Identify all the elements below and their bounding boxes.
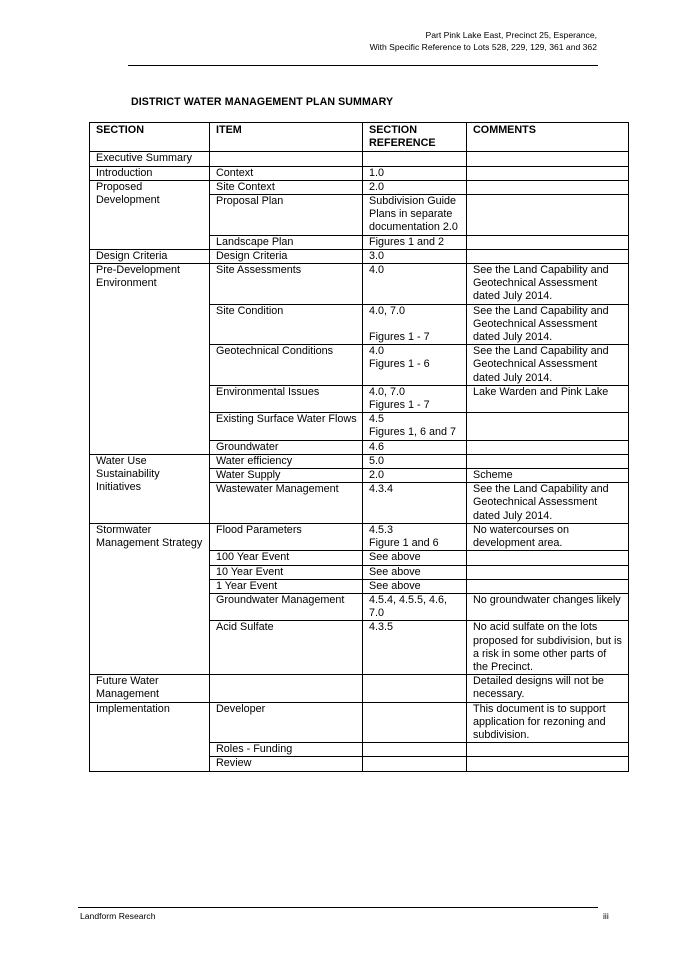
reference-cell: 4.5.3 Figure 1 and 6	[363, 523, 467, 550]
section-cell: Executive Summary	[90, 152, 210, 166]
comment-cell	[467, 180, 629, 194]
table-header-row	[90, 123, 629, 152]
item-cell: Site Assessments	[210, 264, 363, 305]
header-line-1: Part Pink Lake East, Precinct 25, Esperance,	[425, 30, 597, 40]
table-row	[90, 675, 629, 702]
item-cell	[210, 152, 363, 166]
reference-cell	[363, 675, 467, 702]
reference-cell: 4.0, 7.0 Figures 1 - 7	[363, 385, 467, 412]
reference-cell: 4.5 Figures 1, 6 and 7	[363, 413, 467, 440]
reference-cell: 4.5.4, 4.5.5, 4.6, 7.0	[363, 593, 467, 620]
reference-cell: 4.3.4	[363, 483, 467, 524]
footer-company: Landform Research	[80, 911, 156, 921]
header-section: SECTION	[90, 123, 210, 152]
comment-cell: See the Land Capability and Geotechnical Assessment dated July 2014.	[467, 345, 629, 386]
comment-cell: See the Land Capability and Geotechnical Assessment dated July 2014.	[467, 264, 629, 305]
item-cell: Landscape Plan	[210, 235, 363, 249]
footer-rule	[78, 907, 598, 908]
reference-cell: 1.0	[363, 166, 467, 180]
table-row	[90, 249, 629, 263]
header-item: ITEM	[210, 123, 363, 152]
table-row	[90, 180, 629, 194]
section-cell: Design Criteria	[90, 249, 210, 263]
item-cell: 100 Year Event	[210, 551, 363, 565]
comment-cell	[467, 565, 629, 579]
table-body	[90, 152, 629, 771]
table-row	[90, 264, 629, 305]
item-cell: Groundwater	[210, 440, 363, 454]
item-cell: Acid Sulfate	[210, 621, 363, 675]
comment-cell: This document is to support application for rezoning and subdivision.	[467, 702, 629, 743]
table-row	[90, 702, 629, 743]
comment-cell: No acid sulfate on the lots proposed for subdivision, but is a risk in some other parts of the Precinct.	[467, 621, 629, 675]
reference-cell: 4.0, 7.0 Figures 1 - 7	[363, 304, 467, 345]
reference-cell	[363, 702, 467, 743]
reference-cell: See above	[363, 579, 467, 593]
comment-cell	[467, 166, 629, 180]
comment-cell	[467, 743, 629, 757]
reference-cell: See above	[363, 551, 467, 565]
item-cell: Proposal Plan	[210, 195, 363, 236]
table-row	[90, 523, 629, 550]
item-cell: Review	[210, 757, 363, 771]
table-row	[90, 454, 629, 468]
item-cell: Site Condition	[210, 304, 363, 345]
summary-table	[89, 122, 629, 772]
comment-cell	[467, 454, 629, 468]
reference-cell: 4.6	[363, 440, 467, 454]
comment-cell	[467, 757, 629, 771]
reference-cell: See above	[363, 565, 467, 579]
reference-cell: 5.0	[363, 454, 467, 468]
comment-cell: See the Land Capability and Geotechnical Assessment dated July 2014.	[467, 483, 629, 524]
comment-cell	[467, 152, 629, 166]
section-cell: Pre-Development Environment	[90, 264, 210, 455]
item-cell: Developer	[210, 702, 363, 743]
table-row	[90, 166, 629, 180]
comment-cell: Scheme	[467, 469, 629, 483]
reference-cell: Figures 1 and 2	[363, 235, 467, 249]
item-cell: Roles - Funding	[210, 743, 363, 757]
item-cell: 10 Year Event	[210, 565, 363, 579]
comment-cell: Lake Warden and Pink Lake	[467, 385, 629, 412]
page-title: DISTRICT WATER MANAGEMENT PLAN SUMMARY	[131, 96, 394, 108]
section-cell: Water Use Sustainability Initiatives	[90, 454, 210, 523]
header-comments: COMMENTS	[467, 123, 629, 152]
item-cell: Site Context	[210, 180, 363, 194]
comment-cell: See the Land Capability and Geotechnical Assessment dated July 2014.	[467, 304, 629, 345]
reference-cell	[363, 152, 467, 166]
item-cell: Water Supply	[210, 469, 363, 483]
section-cell: Implementation	[90, 702, 210, 771]
section-cell: Introduction	[90, 166, 210, 180]
reference-cell	[363, 743, 467, 757]
item-cell	[210, 675, 363, 702]
reference-cell	[363, 757, 467, 771]
section-cell: Future Water Management	[90, 675, 210, 702]
comment-cell: No groundwater changes likely	[467, 593, 629, 620]
reference-cell: 2.0	[363, 180, 467, 194]
reference-cell: 4.0	[363, 264, 467, 305]
section-cell: Stormwater Management Strategy	[90, 523, 210, 674]
item-cell: Geotechnical Conditions	[210, 345, 363, 386]
reference-cell: 2.0	[363, 469, 467, 483]
item-cell: Context	[210, 166, 363, 180]
comment-cell	[467, 249, 629, 263]
header-section-reference: SECTION REFERENCE	[363, 123, 467, 152]
item-cell: Groundwater Management	[210, 593, 363, 620]
item-cell: Wastewater Management	[210, 483, 363, 524]
comment-cell	[467, 551, 629, 565]
comment-cell: Detailed designs will not be necessary.	[467, 675, 629, 702]
item-cell: Design Criteria	[210, 249, 363, 263]
item-cell: Existing Surface Water Flows	[210, 413, 363, 440]
header-rule	[128, 65, 598, 66]
comment-cell	[467, 235, 629, 249]
item-cell: Environmental Issues	[210, 385, 363, 412]
page-header	[197, 29, 597, 53]
comment-cell	[467, 195, 629, 236]
comment-cell: No watercourses on development area.	[467, 523, 629, 550]
header-line-2: With Specific Reference to Lots 528, 229, 129, 361 and 362	[369, 42, 597, 52]
item-cell: Flood Parameters	[210, 523, 363, 550]
reference-cell: Subdivision Guide Plans in separate documentation 2.0	[363, 195, 467, 236]
comment-cell	[467, 440, 629, 454]
page-number: iii	[603, 911, 609, 921]
reference-cell: 4.0 Figures 1 - 6	[363, 345, 467, 386]
table-row	[90, 152, 629, 166]
comment-cell	[467, 579, 629, 593]
reference-cell: 3.0	[363, 249, 467, 263]
item-cell: 1 Year Event	[210, 579, 363, 593]
comment-cell	[467, 413, 629, 440]
item-cell: Water efficiency	[210, 454, 363, 468]
reference-cell: 4.3.5	[363, 621, 467, 675]
section-cell: Proposed Development	[90, 180, 210, 249]
